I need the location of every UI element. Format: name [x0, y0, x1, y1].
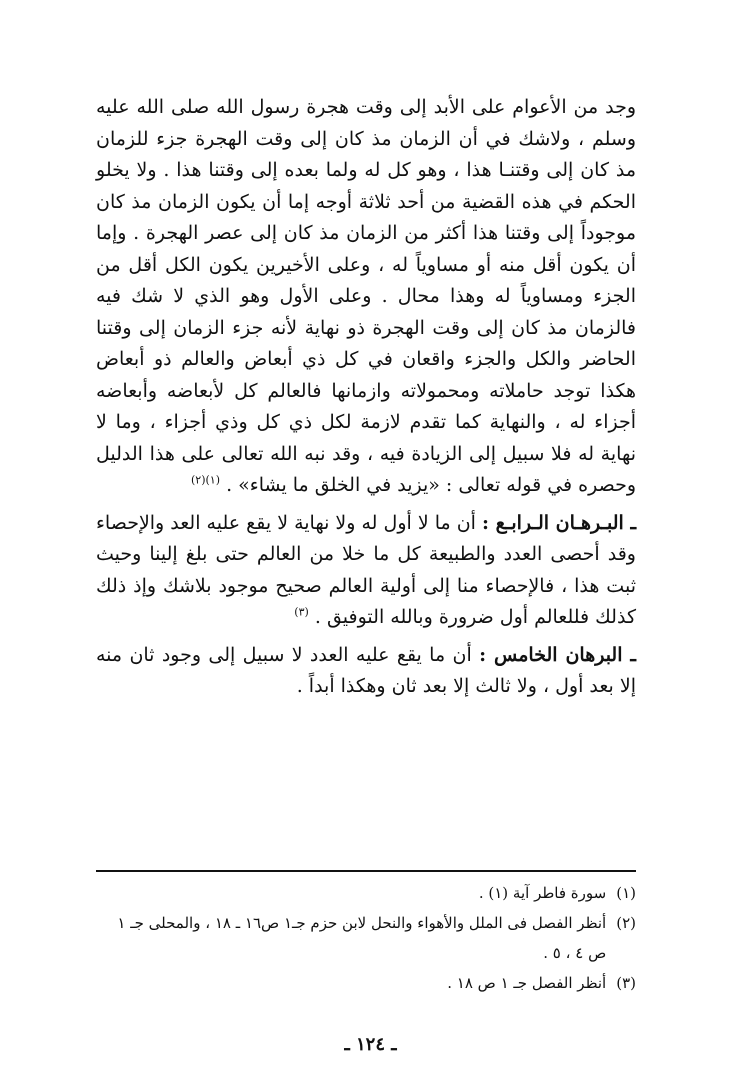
footnote-text: سورة فاطر آية (١) .	[478, 884, 607, 902]
footnote-text: أنظر الفصل جـ ١ ص ١٨ .	[447, 974, 607, 992]
footnote-text: أنظر الفصل فى الملل والأهواء والنحل لابن حزم جـ١ ص١٦ ـ ١٨ ، والمحلى جـ ١ ص ٤ ، ٥ .	[117, 914, 607, 962]
footnote-number: (٢)	[616, 914, 636, 932]
footnote-divider	[96, 870, 636, 872]
paragraph-1-text: وجد من الأعوام على الأبد إلى وقت هجرة رسول الله صلى الله عليه وسلم ، ولاشك في أن الزمان مذ كان إلى وقت الهجرة جزء للزمان مذ كان إلى وقتنـا هذا ، وهو كل له ولما بعده إلى وقتنا هذا . ولا يخلو الحكم في هذه القضية من أحد ثلاثة أوجه إما أن يكون الزمان مذ كان موجوداً إلى وقتنا هذا أكثر من الزمان مذ كان إلى عصر الهجرة . وإما أن يكون أقل منه أو مساوياً له ، وعلى الأخيرين يكون الكل أقل من الجزء ومساوياً له وهذا محال . وعلى الأول وهو الذي لا شك فيه فالزمان مذ كان إلى وقت الهجرة ذو نهاية لأنه جزء الزمان إلى وقتنا الحاضر والكل والجزء واقعان في كل ذي أبعاض والعالم ذو أبعاض هكذا توجد حاملاته ومحمولاته وازمانها فالعالم كل لأبعاضه وأبعاضه أجزاء له ، والنهاية كما تقدم لازمة لكل ذي كل وذي أجزاء ، وما لا نهاية له فلا سبيل إلى الزيادة فيه ، وقد نبه الله تعالى على هذا الدليل وحصره في قوله تعالى : «يزيد في الخلق ما يشاء» .	[96, 96, 636, 496]
footnotes	[96, 878, 636, 998]
footnote	[96, 968, 636, 998]
footnote	[96, 908, 636, 968]
proof-four-heading: ـ البـرهـان الـرابـع :	[482, 511, 637, 534]
footnote-number: (١)	[616, 884, 636, 902]
paragraph-1	[96, 92, 636, 502]
page-number: ـ ١٢٤ ـ	[344, 1034, 397, 1055]
main-text	[96, 92, 636, 703]
paragraph-3	[96, 640, 636, 703]
paragraph-3-text: أن ما يقع عليه العدد لا سبيل إلى وجود ثان منه إلا بعد أول ، ولا ثالث إلا بعد ثان وهكذا أبداً .	[96, 643, 636, 697]
footnote-number: (٣)	[616, 974, 636, 992]
footnote-ref: (٣)	[294, 605, 309, 619]
paragraph-2	[96, 508, 636, 634]
footnote-ref: (١)(٢)	[190, 473, 221, 487]
footnote	[96, 878, 636, 908]
paragraph-2-text: أن ما لا أول له ولا نهاية لا يقع عليه العد والإحصاء وقد أحصى العدد والطبيعة كل ما خلا من العالم حتى بلغ إلينا وحيث ثبت هذا ، فالإحصاء منا إلى أولية العالم صحيح موجود بلاشك وإذ ذلك كذلك فللعالم أول ضرورة وبالله التوفيق .	[96, 511, 636, 628]
proof-five-heading: ـ البرهان الخامس :	[479, 643, 636, 666]
